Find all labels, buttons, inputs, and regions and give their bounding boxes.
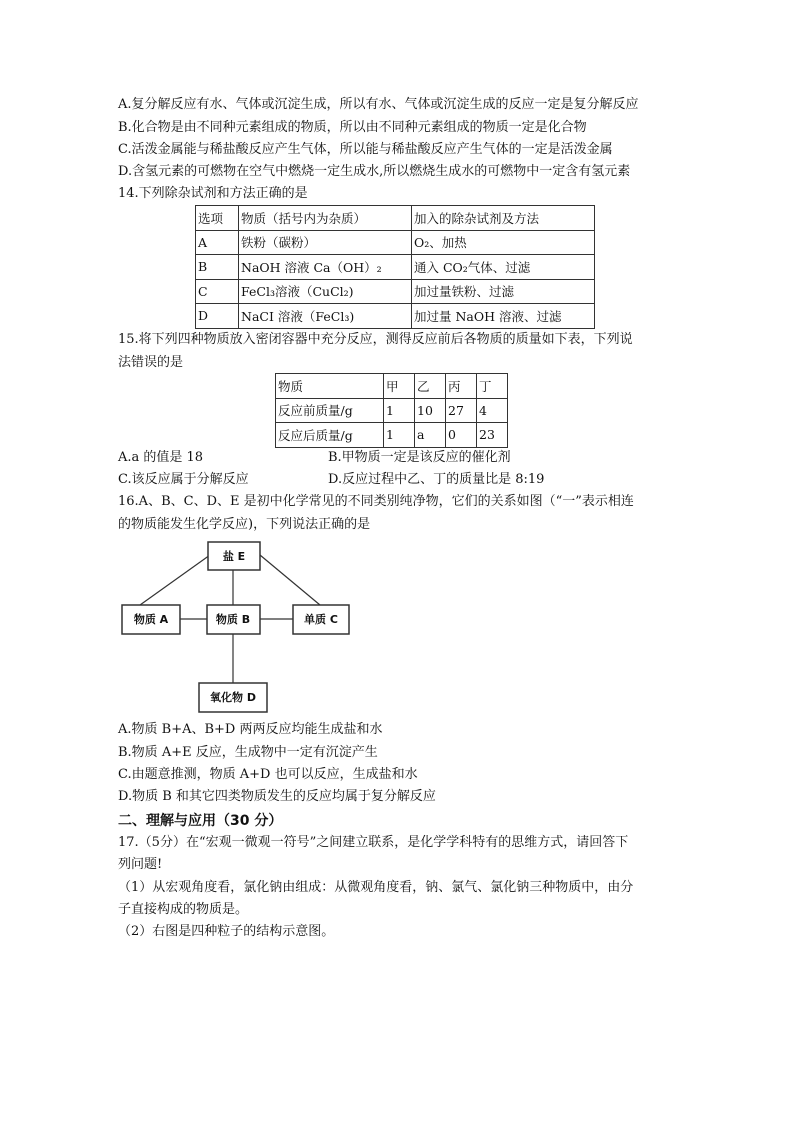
q15-stem-line1: 15.将下列四种物质放入密闭容器中充分反应，测得反应前后各物质的质量如下表，下列说 (118, 332, 633, 347)
q15-option-b: B.甲物质一定是该反应的催化剂 (328, 450, 511, 465)
table-cell: NaCI 溶液（FeCl₃) (239, 304, 412, 329)
table-cell: 物质 (276, 374, 384, 399)
table-cell: 0 (446, 423, 477, 448)
table-cell: 加入的除杂试剂及方法 (412, 206, 595, 231)
table-cell: 加过量铁粉、过滤 (412, 279, 595, 304)
table-cell: 10 (415, 398, 446, 423)
q17-stem-line1: 17.（5分）在“宏观一微观一符号”之间建立联系，是化学学科特有的思维方式，请回答下 (118, 835, 629, 850)
table-cell: 物质（括号内为杂质） (239, 206, 412, 231)
table-cell: a (415, 423, 446, 448)
q15-option-c: C.该反应属于分解反应 (118, 472, 249, 487)
table-cell: 23 (477, 423, 508, 448)
table-cell: A (196, 230, 239, 255)
node-label-b: 物质 B (215, 613, 251, 626)
q16-option-c: C.由题意推测，物质 A+D 也可以反应，生成盐和水 (118, 767, 418, 782)
node-label-d: 氧化物 D (210, 691, 256, 704)
q16-option-b: B.物质 A+E 反应，生成物中一定有沉淀产生 (118, 745, 378, 760)
table-cell: B (196, 255, 239, 280)
section-heading: 二、理解与应用（30 分） (118, 813, 283, 829)
q15-stem-line2: 法错误的是 (118, 355, 184, 370)
q15-option-a: A.a 的值是 18 (118, 450, 204, 465)
q13-option-c: C.活泼金属能与稀盐酸反应产生气体，所以能与稀盐酸反应产生气体的一定是活泼金属 (118, 142, 613, 157)
table-cell: 1 (384, 398, 415, 423)
connector-e-a (140, 555, 210, 605)
node-label-c: 单质 C (304, 613, 338, 626)
table-cell: C (196, 279, 239, 304)
q13-option-d: D.含氢元素的可燃物在空气中燃烧一定生成水,所以燃烧生成水的可燃物中一定含有氢元素 (118, 164, 631, 179)
q17-part1-line1: （1）从宏观角度看，氯化钠由组成：从微观角度看，钠、氯气、氯化钠三种物质中，由分 (118, 880, 634, 895)
q16-stem-line1: 16.A、B、C、D、E 是初中化学常见的不同类别纯净物，它们的关系如图（“一”表示相连 (118, 494, 634, 509)
table-cell: 1 (384, 423, 415, 448)
table-cell: 乙 (415, 374, 446, 399)
q17-part1-line2: 子直接构成的物质是。 (118, 902, 249, 917)
table-cell: D (196, 304, 239, 329)
q16-option-a: A.物质 B+A、B+D 两两反应均能生成盐和水 (118, 722, 383, 737)
table-cell: 丁 (477, 374, 508, 399)
q14-stem: 14.下列除杂试剂和方法正确的是 (118, 186, 308, 201)
q16-option-d: D.物质 B 和其它四类物质发生的反应均属于复分解反应 (118, 789, 436, 804)
node-label-e: 盐 E (222, 550, 246, 563)
table-cell: 通入 CO₂气体、过滤 (412, 255, 595, 280)
q15-option-d: D.反应过程中乙、丁的质量比是 8:19 (328, 472, 545, 487)
table-cell: 丙 (446, 374, 477, 399)
table-cell: 铁粉（碳粉） (239, 230, 412, 255)
table-cell: FeCl₃溶液（CuCl₂) (239, 279, 412, 304)
table-cell: 27 (446, 398, 477, 423)
table-cell: 选项 (196, 206, 239, 231)
table-cell: 反应前质量/g (276, 398, 384, 423)
table-cell: 甲 (384, 374, 415, 399)
q13-option-a: A.复分解反应有水、气体或沉淀生成，所以有水、气体或沉淀生成的反应一定是复分解反应 (118, 97, 639, 112)
table-cell: 反应后质量/g (276, 423, 384, 448)
table-cell: NaOH 溶液 Ca（OH）₂ (239, 255, 412, 280)
q16-stem-line2: 的物质能发生化学反应)，下列说法正确的是 (118, 517, 371, 532)
table-cell: O₂、加热 (412, 230, 595, 255)
table-cell: 4 (477, 398, 508, 423)
table-cell: 加过量 NaOH 溶液、过滤 (412, 304, 595, 329)
q17-part2: （2）右图是四种粒子的结构示意图。 (118, 924, 335, 939)
connector-e-c (260, 555, 320, 605)
q13-option-b: B.化合物是由不同种元素组成的物质，所以由不同种元素组成的物质一定是化合物 (118, 120, 587, 135)
q17-stem-line2: 列问题! (118, 857, 163, 872)
node-label-a: 物质 A (133, 613, 169, 626)
